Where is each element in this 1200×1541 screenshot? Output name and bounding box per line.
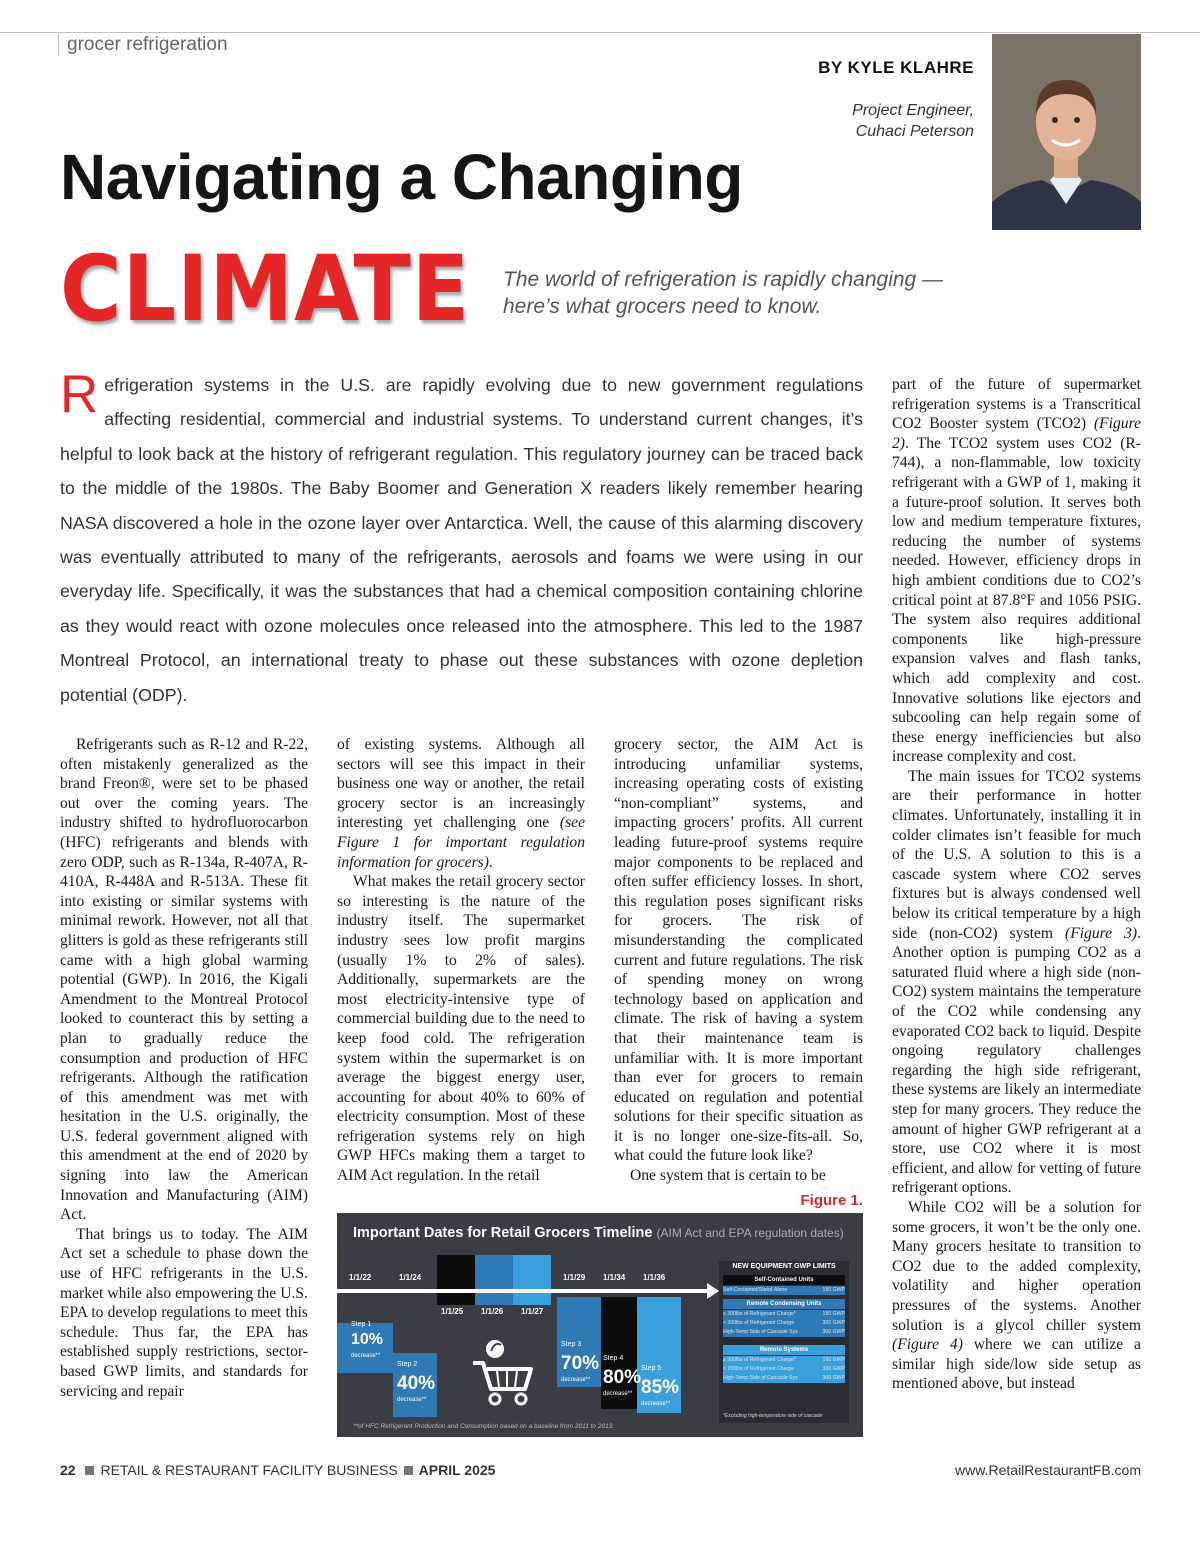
arrow-head-icon: [707, 1283, 719, 1299]
author-title: [852, 100, 974, 142]
limits-item: < 200lbs of Refrigerant Charge: [723, 1366, 795, 1372]
date-label: 1/1/22: [349, 1273, 372, 1282]
step-percent: 10%: [351, 1331, 384, 1348]
text-run: of existing systems. Although all sectors will see this impact in their business one way or another, the retail grocery sector is an increasingly interesting yet challenging one: [337, 736, 585, 832]
limits-heading: Self-Contained Units: [723, 1275, 845, 1285]
band-2025: [437, 1255, 475, 1305]
paragraph: Refrigerants such as R-12 and R-22, often mistakenly generalized as the brand Freon®, were set to be phased out over the coming years. The industry shifted to hydrofluorocarbon (HFC) refrigerants and blends with zero ODP, such as R-134a, R-407A, R-410A, R-448A and R-513A. These fit into existing or similar systems with minimal rework. However, not all that glitters is gold as these refrigerants still came with a high global warming potential (GWP). In 2016, the Kigali Amendment to the Montreal Protocol looked to counteract this by setting a plan to gradually reduce the consumption and production of HFC refrigerants. Although the ratification of this amendment was met with hesitation in the U.S. originally, the U.S. federal government aligned with this amendment at the end of 2020 by signing into law the American Innovation and Manufacturing (AIM) Act.: [60, 736, 308, 1224]
paragraph: grocery sector, the AIM Act is introducing unfamiliar systems, increasing operating costs of existing “non-compliant” systems, and impacting grocers’ profits. All current leading future-proof systems require major components to be replaced and often suffer efficiency losses. In short, this regulation poses significant risks for grocers. The risk of misunderstanding the complicated current and future regulations. The risk of spending money on wrong technology based on application and climate. The risk of having a system that their maintenance team is unfamiliar with. It is more important than ever for grocers to remain educated on regulation and potential solutions for their specific situation as it is no longer one-size-fits-all. So, what could the future look like?: [614, 736, 863, 1165]
limits-item: Self-Contained/Stand-Alone: [723, 1287, 788, 1293]
limits-value: 150 GWP: [822, 1311, 845, 1317]
issue-date: APRIL 2025: [418, 1462, 496, 1478]
figure-reference: (Figure 2): [892, 415, 1141, 452]
limits-heading: Remote Condensing Units: [723, 1299, 845, 1309]
step-decrease: decrease**: [351, 1353, 381, 1359]
paragraph: What makes the retail grocery sector so interesting is the nature of the industry itself. The supermarket industry sees low profit margins (usually 1% to 2% of sales). Additionally, supermarkets are the most electricity-intensive type of commercial building due to the need to keep food cold. The refrigeration system within the supermarket is on average the biggest energy user, accounting for about 40% to 60% of electricity consumption. Most of these refrigeration systems rely on high GWP HFCs making them a target to AIM Act regulation. In the retail: [337, 873, 585, 1185]
intro-text: efrigeration systems in the U.S. are rapidly evolving due to new government regulations affecting residential, commercial and industrial systems. To understand current changes, it’s helpful to look back at the history of refrigerant regulation. This regulatory journey can be traced back to the middle of the 1980s. The Baby Boomer and Generation X readers likely remember hearing NASA discovered a hole in the ozone layer over Antarctica. Well, the cause of this alarming discovery was eventually attributed to many of the refrigerants, aerosols and foams we were using in our everyday life. Specifically, it was the substances that had a chemical composition containing chlorine as they would react with ozone molecules once released into the atmosphere. This led to the 1987 Montreal Protocol, an international treaty to phase out these substances with ozone depletion potential (ODP).: [60, 375, 863, 705]
band-2026: [475, 1255, 513, 1305]
text-run: . The TCO2 system uses CO2 (R-744), a non-flammable, low toxicity refrigerant with a GWP of 1, making it a future-proof solution. It serves both low and medium temperature fixtures, reducing the number of systems needed. However, efficiency drops in high ambient conditions due to CO2’s critical point at 87.8°F and 1056 PSIG. The system also requires additional components like high-pressure expansion valves and flash tanks, which add complexity and cost. Innovative solutions like ejectors and subcooling can help regain some of these energy inefficiencies but also increase complexity and cost.: [892, 434, 1141, 766]
step-label: Step 2: [397, 1361, 418, 1368]
dek: [503, 266, 993, 320]
limits-item: High-Temp Side of Cascade Sys: [723, 1375, 798, 1381]
paragraph: [337, 735, 585, 872]
limits-value: 300 GWP: [822, 1375, 845, 1381]
limits-row: [723, 1356, 845, 1365]
square-bullet-icon: [85, 1466, 94, 1475]
date-label: 1/1/36: [643, 1273, 666, 1282]
timeline-figure: [337, 1213, 863, 1437]
intro-paragraph: [60, 365, 863, 712]
date-label: 1/1/34: [603, 1273, 626, 1282]
step-percent: 70%: [561, 1353, 600, 1374]
limits-row: [723, 1286, 845, 1295]
limits-item: ≥ 200lbs of Refrigerant Charge*: [723, 1311, 796, 1317]
limits-item: < 200lbs of Refrigerant Charge: [723, 1320, 795, 1326]
text-run: part of the future of supermarket refrigeration systems is a Transcritical CO2 Booster system (TCO2): [892, 376, 1141, 433]
step-label: Step 4: [603, 1355, 624, 1362]
paragraph: [892, 767, 1141, 1198]
limits-value: 150 GWP: [822, 1287, 845, 1293]
limits-item: ≥ 200lbs of Refrigerant Charge*: [723, 1357, 796, 1363]
gwp-limits-panel: [719, 1261, 849, 1423]
figure-reference: (Figure 3): [1065, 924, 1138, 942]
column-3: [614, 735, 863, 1186]
text-run: .: [488, 853, 493, 871]
column-4: [892, 375, 1141, 1394]
page-footer: [60, 1462, 1141, 1478]
figure-label: Figure 1.: [800, 1192, 863, 1209]
limits-value: 300 GWP: [822, 1366, 845, 1372]
figure-subtitle: (AIM Act and EPA regulation dates): [656, 1226, 844, 1240]
limits-value: 300 GWP: [822, 1320, 845, 1326]
paragraph: [892, 375, 1141, 767]
date-label: 1/1/25: [441, 1307, 464, 1316]
limits-heading: Remote Systems: [723, 1345, 845, 1355]
paragraph: That brings us to today. The AIM Act set a schedule to phase down the use of HFC refrigerants in the U.S. market while also empowering the U.S. EPA to develop regulations to meet this schedule. Thus far, the EPA has established supply restrictions, sector-based GWP limits, and standards for servicing and repair: [60, 1225, 308, 1400]
drop-cap: R: [60, 365, 99, 424]
limits-row: [723, 1310, 845, 1319]
band-2027: [513, 1255, 551, 1305]
step-label: Step 1: [351, 1321, 372, 1328]
dek-line-1: The world of refrigeration is rapidly changing —: [503, 268, 944, 291]
figure-reference: (Figure 4): [892, 1336, 963, 1354]
step-decrease: decrease**: [561, 1377, 591, 1383]
text-run: where we can utilize a similar high side/low side setup as mentioned above, but instead: [892, 1336, 1141, 1393]
shopping-cart-icon: [469, 1337, 541, 1409]
step-decrease: decrease**: [603, 1391, 633, 1397]
figure-footnote: **of HFC Refrigerant Production and Consumption based on a baseline from 2011 to 2013.: [353, 1423, 615, 1430]
publication-name: RETAIL & RESTAURANT FACILITY BUSINESS: [100, 1462, 398, 1478]
column-1: [60, 735, 308, 1401]
text-run: While CO2 will be a solution for some grocers, it won’t be the only one. Many grocers hesitate to transition to CO2 due to the added complexity, volatility and higher operation pressures of the systems. Another solution is a glycol chiller system: [892, 1198, 1141, 1334]
limits-value: 150 GWP: [822, 1357, 845, 1363]
limits-row: [723, 1319, 845, 1328]
website-link[interactable]: www.RetailRestaurantFB.com: [955, 1462, 1141, 1478]
date-label: 1/1/27: [521, 1307, 544, 1316]
figure-title-text: Important Dates for Retail Grocers Timeline: [353, 1225, 653, 1241]
step-label: Step 3: [561, 1341, 582, 1348]
step-percent: 85%: [641, 1377, 680, 1398]
step-label: Step 5: [641, 1365, 662, 1372]
text-run: The main issues for TCO2 systems are their performance in hotter climates. Unfortunately, installing it in colder climates isn’t feasible for much of the U.S. A solution to this is a cascade system where CO2 serves fixtures but is always condensed well below its critical temperature by a high side (non-CO2) system: [892, 767, 1141, 942]
limits-value: 300 GWP: [822, 1329, 845, 1335]
top-rule: [0, 32, 1200, 33]
paragraph: One system that is certain to be: [630, 1167, 826, 1185]
page-number: 22: [60, 1462, 76, 1478]
headline: Navigating a Changing: [60, 141, 743, 213]
square-bullet-icon: [404, 1466, 413, 1475]
gwp-limits-title: NEW EQUIPMENT GWP LIMITS: [732, 1263, 836, 1270]
text-run: . Another option is pumping CO2 as a saturated fluid where a high side (non-CO2) system maintains the temperature of the CO2 while condensing any evaporated CO2 back to liquid. Despite ongoing regulatory challenges regarding the high side refrigerant, these systems are likely an intermediate step for many grocers. They reduce the amount of higher GWP refrigerant at a store, use CO2 where it is most efficient, and allow for vetting of future refrigerant options.: [892, 924, 1141, 1197]
limits-row: [723, 1365, 845, 1374]
author-portrait-icon: [992, 34, 1141, 230]
step-percent: 40%: [397, 1373, 436, 1394]
section-label: grocer refrigeration: [58, 34, 228, 56]
author-role: Project Engineer,: [852, 102, 974, 119]
date-label: 1/1/29: [563, 1273, 586, 1282]
date-label: 1/1/24: [399, 1273, 422, 1282]
limits-row: [723, 1374, 845, 1383]
figure-title: [353, 1225, 844, 1241]
author-company: Cuhaci Peterson: [855, 123, 974, 140]
figure-reference: (see Figure 1 for important regulation information for grocers): [337, 814, 585, 871]
headline-climate: CLIMATE: [60, 236, 471, 342]
date-label: 1/1/26: [481, 1307, 504, 1316]
author-photo: [992, 34, 1141, 230]
timeline-arrow: [337, 1289, 715, 1293]
dek-line-2: here’s what grocers need to know.: [503, 295, 822, 318]
paragraph: [892, 1198, 1141, 1394]
step-percent: 80%: [603, 1367, 642, 1388]
limits-footnote: *Excluding high-temperature side of cascade: [723, 1413, 823, 1419]
step-decrease: decrease**: [397, 1397, 427, 1403]
column-2: [337, 735, 585, 1186]
limits-item: High-Temp Side of Cascade Sys: [723, 1329, 798, 1335]
step-decrease: decrease**: [641, 1401, 671, 1407]
limits-row: [723, 1328, 845, 1337]
byline: BY KYLE KLAHRE: [818, 58, 974, 77]
